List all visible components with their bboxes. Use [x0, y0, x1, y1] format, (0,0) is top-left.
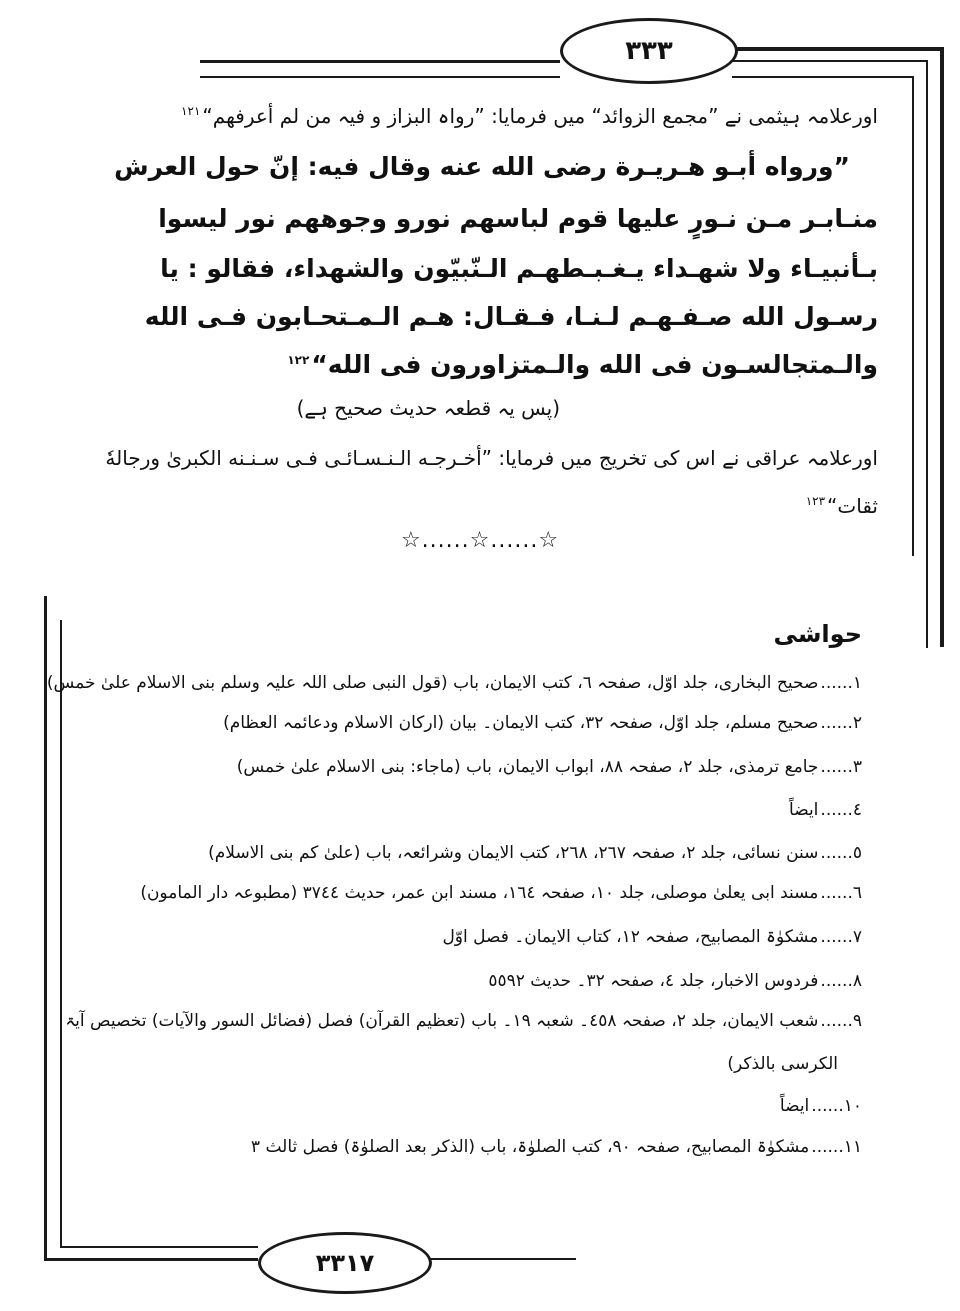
- frame-left-inner-rule: [60, 620, 62, 1248]
- footnote-ref-122: ١٢٢: [287, 352, 310, 367]
- footnote-number: ٩......: [820, 1011, 862, 1031]
- footnote-number: ١......: [820, 673, 862, 693]
- footnote-text: جامع ترمذی، جلد ٢، صفحہ ٨٨، ابواب الایمان، باب (ماجاء: بنی الاسلام علیٰ خمس): [236, 757, 819, 777]
- frame-left-outer-rule: [44, 596, 47, 1261]
- frame-bottom-rule-2: [60, 1246, 258, 1248]
- footnote-8: [488, 970, 862, 991]
- frame-right-inner-rule: [926, 60, 928, 648]
- frame-right-outer-rule: [940, 47, 944, 647]
- frame-top-right-rule-3: [732, 76, 914, 78]
- footnote-text: فردوس الاخبار، جلد ٤، صفحہ ٣٢۔ حدیث ٥٥٩٢: [488, 971, 819, 991]
- hadith-line-5: [285, 350, 878, 379]
- section-separator: ☆......☆......☆: [400, 528, 560, 553]
- frame-top-left-rule: [200, 60, 560, 63]
- frame-bottom-rule: [44, 1258, 258, 1261]
- hadith-line-3: بـأنبيـاء ولا شهـداء يـغـبـطهـم الـنّبيّون والشهداء، فقالو : يا: [160, 254, 878, 283]
- footnote-number: ٧......: [820, 927, 862, 947]
- hadith-line-2: منـابـر مـن نـورٍ عليها قوم لباسهم نورو وجوههم نور ليسوا: [158, 204, 878, 233]
- footnote-text: سنن نسائی، جلد ٢، صفحہ ٢٦٧، ٢٦٨، کتب الایمان وشرائعہ، باب (علیٰ کم بنی الاسلام): [208, 843, 819, 863]
- footnote-text: مشکوٰۃ المصابیح، صفحہ ٩٠، کتب الصلوٰۃ، باب (الذکر بعد الصلوٰۃ) فصل ثالث ٣: [250, 1137, 810, 1157]
- footnote-2: [223, 712, 862, 733]
- frame-top-right-rule-2: [732, 60, 928, 62]
- footnote-number: ١١......: [811, 1137, 862, 1157]
- footnote-number: ٤......: [820, 800, 862, 820]
- body-line-9: [804, 494, 878, 518]
- footnote-11: [251, 1136, 862, 1157]
- footnote-text: صحیح مسلم، جلد اوّل، صفحہ ٣٢، کتب الایمان۔ بیان (ارکان الاسلام ودعائمہ العظام): [223, 713, 819, 733]
- body-line-1: [179, 104, 878, 128]
- body-line-1-text: اورعلامہ ہیثمی نے ”مجمع الزوائد“ میں فرمایا: ”رواہ البزاز و فیہ من لم أعرفھم“: [202, 104, 878, 128]
- footnote-9-continued: [727, 1054, 840, 1074]
- footnote-7: [442, 926, 862, 947]
- footnote-number: ١٠......: [811, 1096, 862, 1116]
- footnote-number: ٨......: [820, 971, 862, 991]
- footnote-number: ٦......: [820, 883, 862, 903]
- footnote-5: [208, 842, 862, 863]
- footnote-number: ٣......: [820, 757, 862, 777]
- footnote-text: شعب الایمان، جلد ٢، صفحہ ٤٥٨۔ شعبہ ١٩۔ باب (تعظیم القرآن) فصل (فضائل السور والآیات) تخصیص آیۃ: [65, 1011, 819, 1031]
- footnote-number: ٢......: [820, 713, 862, 733]
- footnote-text: مسند ابی یعلیٰ موصلی، جلد ١٠، صفحہ ١٦٤، مسند ابن عمر، حدیث ٣٧٤٤ (مطبوعہ دار المامون): [140, 883, 819, 903]
- frame-top-left-rule-2: [200, 76, 560, 78]
- bottom-page-number: ٣٣١٧: [258, 1232, 432, 1294]
- verdict-line: (پس یہ قطعہ حدیث صحیح ہے): [296, 396, 560, 420]
- hadith-line-1: ”ورواه أبـو هـريـرة رضى الله عنه وقال فيه: إنّ حول العرش: [114, 152, 850, 181]
- footnote-text: صحیح البخاری، جلد اوّل، صفحہ ٦، کتب الایمان، باب (قول النبی صلی اللہ علیہ وسلم بنی الاسلام علیٰ خمس): [46, 673, 819, 693]
- hadith-line-4: رسـول الله صـفـهـم لـنـا، فـقـال: هـم الـمـتحـابون فـى الله: [144, 302, 878, 331]
- footnote-10: [780, 1096, 862, 1116]
- frame-top-right-rule: [732, 47, 944, 51]
- body-line-8: اورعلامہ عراقی نے اس کی تخریج میں فرمایا: ”أخـرجـه الـنـسـائـى فـى سـنـنه الكبرىٰ ورجالهٗ: [105, 446, 878, 470]
- footnote-ref-123: ١٢٣: [805, 494, 826, 509]
- frame-bottom-right-rule: [426, 1258, 576, 1260]
- footnote-6: [140, 882, 862, 903]
- footnote-4: [789, 800, 862, 820]
- footnote-text: ایضاً: [779, 1096, 810, 1116]
- footnote-text: مشکوٰۃ المصابیح، صفحہ ١٢، کتاب الایمان۔ فصل اوّل: [442, 927, 819, 947]
- footnote-9: [65, 1010, 862, 1031]
- top-page-number: ٣٣٣: [560, 18, 738, 84]
- hadith-line-5-text: والـمتجالسـون فى الله والـمتزاورون فى الله“: [311, 350, 878, 379]
- footnote-text: الکرسی بالذکر): [727, 1054, 838, 1074]
- body-line-9-text: ثقات“: [827, 494, 878, 518]
- footnote-text: ایضاً: [789, 800, 819, 820]
- frame-right-inner-rule-2: [912, 76, 914, 556]
- footnote-3: [237, 756, 862, 777]
- footnote-1: [47, 672, 862, 693]
- footnotes-heading: حواشی: [773, 620, 862, 648]
- footnote-number: ٥......: [820, 843, 862, 863]
- footnote-ref-121: ١٢١: [181, 104, 201, 119]
